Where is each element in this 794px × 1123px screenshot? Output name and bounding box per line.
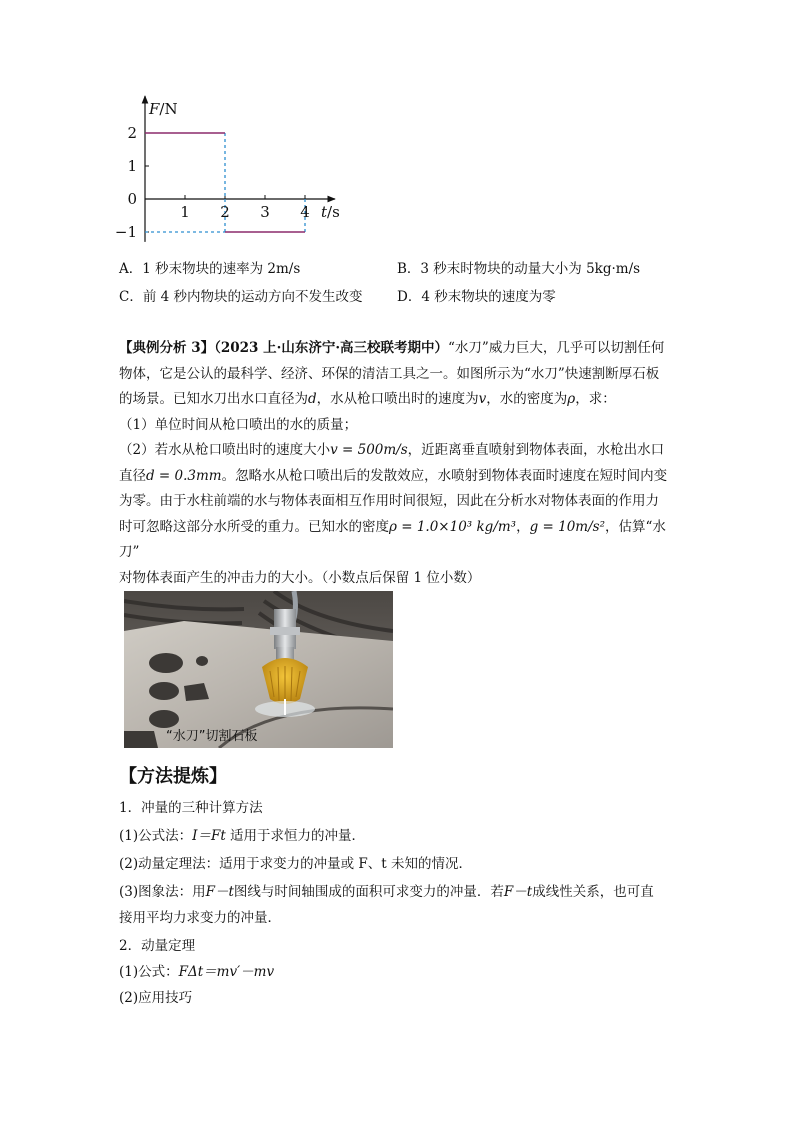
text-span: (1)公式法： bbox=[119, 828, 193, 844]
example-line-2: 物体，它是公认的最科学、经济、环保的清洁工具之一。如图所示为“水刀”快速割断厚石板 bbox=[119, 365, 660, 382]
text-span: ， bbox=[516, 518, 530, 535]
method-item-3 bbox=[119, 881, 654, 903]
method-title: 【方法提炼】 bbox=[119, 766, 227, 787]
x-tick-label-2: 2 bbox=[220, 203, 230, 221]
y-tick-label-1: 1 bbox=[127, 157, 137, 175]
var-v: v bbox=[478, 391, 487, 407]
value-rho: ρ = 1.0×10³ kg/m³ bbox=[389, 518, 517, 535]
formula-ft: F－t bbox=[503, 884, 533, 900]
option-b: B．3 秒末时物块的动量大小为 5kg·m/s bbox=[397, 261, 641, 277]
formula-momentum-theorem: FΔt＝mv′－mv bbox=[178, 964, 275, 980]
example-intro: “水刀”威力巨大，几乎可以切割任何 bbox=[448, 340, 665, 356]
text-span: 时可忽略这部分水所受的重力。已知水的密度 bbox=[119, 518, 389, 535]
x-tick-label-1: 1 bbox=[180, 203, 190, 221]
application-tips: (2)应用技巧 bbox=[119, 990, 193, 1006]
y-tick-label-2: 2 bbox=[127, 124, 137, 142]
text-span: 。忽略水从枪口喷出后的发散效应，水喷射到物体表面时速度在短时间内变 bbox=[221, 467, 668, 484]
value-d: d = 0.3mm bbox=[146, 467, 222, 484]
option-d: D．4 秒末物块的速度为零 bbox=[397, 289, 556, 305]
x-tick-label-4: 4 bbox=[300, 203, 310, 221]
momentum-formula bbox=[119, 961, 274, 983]
force-time-graph bbox=[110, 92, 350, 247]
text-span: (3)图象法：用 bbox=[119, 884, 206, 900]
question-2-line-5: 对物体表面产生的冲击力的大小。（小数点后保留 1 位小数） bbox=[119, 569, 481, 586]
question-2-line-3: 为零。由于水柱前端的水与物体表面相互作用时间很短，因此在分析水对物体表面的作用力 bbox=[119, 493, 659, 509]
option-c: C．前 4 秒内物块的运动方向不发生改变 bbox=[119, 289, 363, 305]
example-tag: 【典例分析 3】 bbox=[119, 340, 215, 356]
method-heading-1: 1．冲量的三种计算方法 bbox=[119, 800, 263, 816]
question-2-line-4 bbox=[119, 515, 679, 566]
example-line-1 bbox=[119, 336, 679, 362]
value-g: g = 10m/s² bbox=[529, 518, 605, 535]
y-axis-label: F/N bbox=[149, 100, 178, 118]
question-1: （1）单位时间从枪口喷出的水的质量； bbox=[119, 416, 358, 433]
formula-impulse: I＝Ft bbox=[192, 828, 226, 844]
question-2-line-1 bbox=[119, 438, 679, 464]
var-d: d bbox=[308, 391, 317, 407]
photo-caption: “水刀”切割石板 bbox=[166, 729, 258, 744]
text-span: ，估算“水刀” bbox=[119, 518, 666, 560]
text-span: ，求： bbox=[575, 391, 616, 407]
value-v: v = 500m/s bbox=[330, 442, 408, 458]
y-tick-label-−1: −1 bbox=[114, 223, 137, 241]
text-span: ，水的密度为 bbox=[486, 391, 568, 407]
method-heading-2: 2．动量定理 bbox=[119, 938, 196, 954]
x-tick-label-3: 3 bbox=[260, 203, 270, 221]
formula-ft: F－t bbox=[205, 884, 234, 900]
method-item-2: (2)动量定理法：适用于求变力的冲量或 F、t 未知的情况． bbox=[119, 856, 472, 872]
x-axis-label: t/s bbox=[321, 203, 340, 221]
question-2-line-2 bbox=[119, 464, 679, 490]
option-a: A．1 秒末物块的速率为 2m/s bbox=[119, 261, 301, 277]
method-item-3-cont: 接用平均力求变力的冲量． bbox=[119, 910, 281, 926]
text-span: 适用于求恒力的冲量． bbox=[225, 828, 366, 844]
example-source: （2023 上·山东济宁·高三校联考期中） bbox=[214, 340, 449, 356]
text-span: 的场景。已知水刀出水口直径为 bbox=[119, 391, 308, 407]
example-problem bbox=[119, 336, 679, 591]
var-rho: ρ bbox=[567, 391, 576, 407]
method-item-1 bbox=[119, 825, 365, 847]
text-span: (1)公式： bbox=[119, 964, 179, 980]
y-tick-label-0: 0 bbox=[127, 190, 137, 208]
water-jet-photo bbox=[124, 591, 393, 748]
photo-illustration bbox=[124, 591, 393, 748]
text-span: （2）若水从枪口喷出时的速度大小 bbox=[119, 442, 331, 458]
graph-labels bbox=[115, 100, 340, 241]
example-line-3 bbox=[119, 387, 679, 413]
text-span: 直径 bbox=[119, 467, 146, 484]
text-span: 图线与时间轴围成的面积可求变力的冲量．若 bbox=[233, 884, 504, 900]
text-span: 成线性关系，也可直 bbox=[532, 884, 654, 900]
text-span: ，水从枪口喷出时的速度为 bbox=[316, 391, 479, 407]
text-span: ，近距离垂直喷射到物体表面，水枪出水口 bbox=[407, 442, 665, 458]
